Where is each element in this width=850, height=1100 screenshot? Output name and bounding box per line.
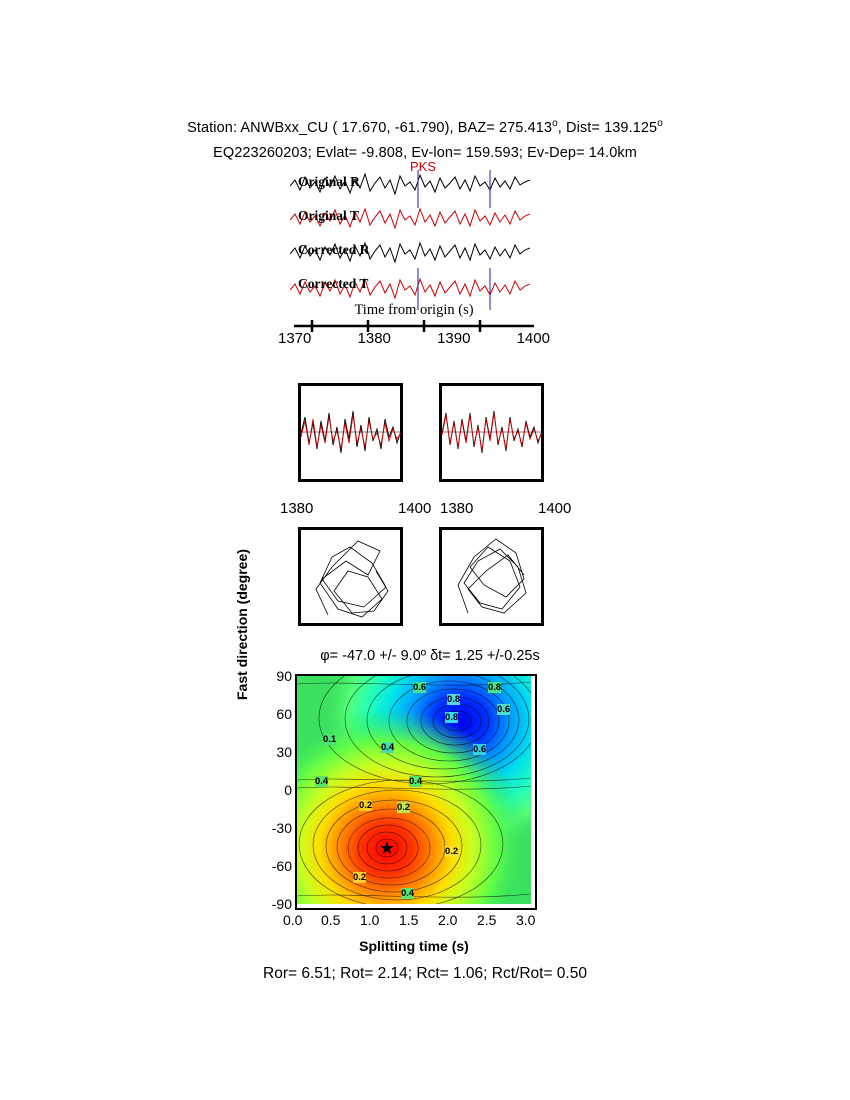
time-axis-ticklabels: [278, 330, 550, 347]
ytick-60: 60: [276, 706, 292, 722]
contour-label-6: 0.6: [473, 744, 487, 755]
contour-label-1: 0.6: [413, 682, 427, 693]
splitting-result-title: φ= -47.0 +/- 9.0º δt= 1.25 +/-0.25s: [320, 648, 540, 664]
error-surface-contour-plot: [295, 674, 537, 910]
ytick-90: 90: [276, 668, 292, 684]
trace-label-corrected-r: Corrected R: [298, 242, 370, 257]
contour-label-11: 0.2: [359, 800, 373, 811]
window-left-tick-end: 1400: [398, 500, 432, 517]
ytick-m30: -30: [271, 820, 292, 836]
window-right-tick-start: 1380: [440, 500, 474, 517]
xtick-0.5: 0.5: [321, 912, 341, 928]
contour-label-4: 0.6: [497, 704, 511, 715]
window-right-tick-end: 1400: [538, 500, 572, 517]
window-left-tick-start: 1380: [280, 500, 314, 517]
degree-symbol-2: o: [657, 118, 663, 129]
ytick-0: 0: [284, 782, 292, 798]
particle-motion-boxes: [298, 527, 544, 627]
trace-label-corrected-t: Corrected T: [298, 276, 369, 291]
window-boxes: [298, 383, 544, 483]
contour-label-15: 0.4: [401, 888, 415, 899]
ytick-m90: -90: [271, 896, 292, 912]
time-tick-0: 1370: [278, 330, 312, 347]
contour-label-14: 0.2: [353, 872, 367, 883]
xtick-1.0: 1.0: [360, 912, 380, 928]
xtick-3.0: 3.0: [516, 912, 536, 928]
contour-label-3: 0.8: [488, 682, 502, 693]
trace-label-original-r: Original R: [298, 174, 360, 189]
contour-label-13: 0.2: [445, 846, 459, 857]
contour-label-5: 0.8: [445, 712, 459, 723]
contour-y-axis-label: Fast direction (degree): [234, 549, 250, 700]
station-info-mid: , Dist= 139.125: [557, 119, 658, 136]
trace-label-original-t: Original T: [298, 208, 359, 223]
time-tick-1: 1380: [357, 330, 391, 347]
ytick-30: 30: [276, 744, 292, 760]
contour-label-8: 0.4: [381, 742, 395, 753]
contour-label-10: 0.4: [409, 776, 423, 787]
time-axis-title: Time from origin (s): [354, 302, 474, 318]
waveform-panel: [290, 159, 530, 318]
contour-label-12: 0.2: [397, 802, 411, 813]
xtick-1.5: 1.5: [399, 912, 419, 928]
event-info-line: EQ223260203; Evlat= -9.808, Ev-lon= 159.593; Ev-Dep= 14.0km: [213, 145, 637, 161]
optimum-star-marker: ★: [378, 838, 396, 858]
contour-label-7: 0.1: [323, 734, 337, 745]
time-tick-3: 1400: [516, 330, 550, 347]
contour-x-axis-label: Splitting time (s): [359, 938, 469, 954]
window-box-ticklabels: [280, 500, 572, 517]
pks-phase-label: PKS: [410, 159, 437, 174]
contour-y-ticklabels: [252, 668, 292, 912]
time-tick-2: 1390: [437, 330, 471, 347]
station-info-line: [0, 118, 850, 136]
ytick-m60: -60: [271, 858, 292, 874]
contour-surface: [297, 676, 531, 904]
quality-metrics-footer: Ror= 6.51; Rot= 2.14; Rct= 1.06; Rct/Rot= 0.50: [263, 965, 587, 982]
degree-symbol-1: o: [552, 118, 558, 129]
xtick-2.0: 2.0: [438, 912, 458, 928]
xtick-2.5: 2.5: [477, 912, 497, 928]
station-info-prefix: Station: ANWBxx_CU ( 17.670, -61.790), BAZ= 275.413: [187, 119, 553, 136]
xtick-0.0: 0.0: [283, 912, 303, 928]
contour-label-2: 0.8: [447, 694, 461, 705]
contour-label-9: 0.4: [315, 776, 329, 787]
